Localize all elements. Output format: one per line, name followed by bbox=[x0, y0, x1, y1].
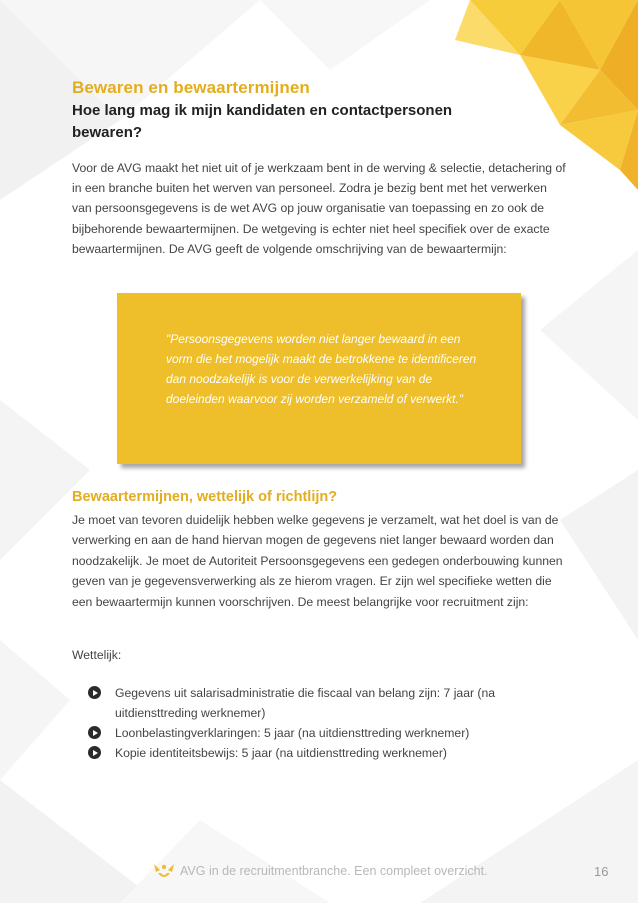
section-heading: Bewaartermijnen, wettelijk of richtlijn? bbox=[72, 489, 338, 505]
list-item-text: Kopie identiteitsbewijs: 5 jaar (na uitdiensttreding werknemer) bbox=[115, 746, 447, 760]
list-item bbox=[88, 743, 568, 763]
brand-logo-icon bbox=[152, 860, 176, 882]
play-bullet-icon bbox=[88, 746, 101, 759]
play-bullet-icon bbox=[88, 686, 101, 699]
list-label: Wettelijk: bbox=[72, 648, 122, 662]
footer-text: AVG in de recruitmentbranche. Een compleet overzicht. bbox=[180, 864, 488, 878]
page-number: 16 bbox=[594, 864, 609, 879]
section-paragraph: Je moet van tevoren duidelijk hebben welke gegevens je verzamelt, wat het doel is van de verwerking en aan de hand hiervan mogen de gegevens niet langer bewaard worden dan noodzakelijk. Je moet de Autoriteit Persoonsgegevens een gedegen onderbouwing kunnen geven van je gegevensverwerking als ze hierom vragen. Er zijn wel specifieke wetten die een bewaartermijn kunnen voorschrijven. De meest belangrijke voor recruitment zijn: bbox=[72, 513, 563, 609]
list-item bbox=[88, 683, 568, 723]
quote-text: "Persoonsgegevens worden niet langer bewaard in een vorm die het mogelijk maakt de betrokkene te identificeren dan noodzakelijk is voor de verwerkelijking van de doeleinden waarvoor zij worden verzameld of verwerkt." bbox=[166, 332, 477, 406]
list-item-text: Gegevens uit salarisadministratie die fiscaal van belang zijn: 7 jaar (na uitdiensttreding werknemer) bbox=[115, 686, 496, 720]
page-footer bbox=[0, 858, 638, 888]
intro-paragraph: Voor de AVG maakt het niet uit of je werkzaam bent in de werving & selectie, detachering of in een branche buiten het werven van personeel. Zodra je bezig bent met het verwerken van persoonsgegevens is de wet AVG op jouw organisatie van toepassing en zo ook de bijbehorende bewaartermijnen. De wetgeving is echter niet heel specifiek over de exacte bewaartermijnen. De AVG geeft de volgende omschrijving van de bewaartermijn: bbox=[72, 161, 566, 256]
list-item bbox=[88, 723, 568, 743]
quote-box bbox=[117, 293, 521, 464]
page-subtitle: Hoe lang mag ik mijn kandidaten en contactpersonen bewaren? bbox=[72, 102, 453, 141]
page-title: Bewaren en bewaartermijnen bbox=[72, 78, 310, 97]
retention-list bbox=[88, 683, 568, 763]
list-item-text: Loonbelastingverklaringen: 5 jaar (na uitdiensttreding werknemer) bbox=[115, 726, 470, 740]
play-bullet-icon bbox=[88, 726, 101, 739]
